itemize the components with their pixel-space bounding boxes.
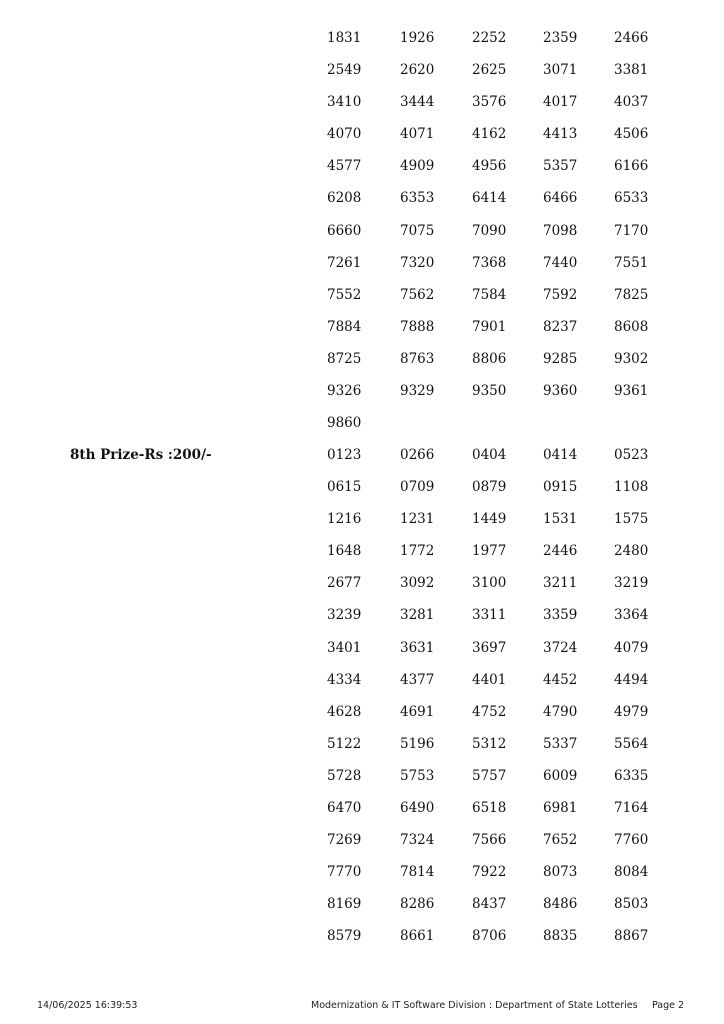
- ticket-number: 7090: [472, 222, 507, 239]
- ticket-number: 2359: [543, 30, 578, 46]
- ticket-number: 0879: [472, 479, 507, 496]
- ticket-number: 6466: [543, 190, 578, 207]
- ticket-number: 8486: [543, 896, 578, 913]
- number-row: [327, 94, 687, 126]
- ticket-number: 7584: [472, 286, 507, 303]
- ticket-number: 7164: [614, 800, 649, 817]
- ticket-number: 2625: [472, 62, 507, 79]
- ticket-number: 0404: [472, 447, 507, 463]
- ticket-number: 8286: [400, 896, 435, 913]
- number-row: [327, 672, 687, 704]
- ticket-number: 9350: [472, 383, 507, 400]
- ticket-number: 7261: [327, 254, 362, 271]
- number-row: [327, 383, 687, 415]
- ticket-number: 4070: [327, 126, 362, 143]
- ticket-number: 4979: [614, 703, 649, 720]
- ticket-number: 1231: [400, 511, 435, 528]
- number-row: [327, 864, 687, 896]
- ticket-number: 7324: [400, 832, 435, 849]
- ticket-number: 8763: [400, 350, 435, 367]
- ticket-number: 0414: [543, 447, 578, 463]
- ticket-number: 4071: [400, 126, 435, 143]
- ticket-number: 0915: [543, 479, 578, 496]
- ticket-number: 7552: [327, 286, 362, 303]
- ticket-number: 8073: [543, 864, 578, 881]
- ticket-number: 3410: [327, 94, 362, 111]
- ticket-number: 4691: [400, 703, 435, 720]
- number-row: [327, 158, 687, 190]
- ticket-number: 8706: [472, 928, 507, 945]
- ticket-number: 2620: [400, 62, 435, 79]
- ticket-number: 0123: [327, 447, 362, 463]
- ticket-number: 3311: [472, 607, 507, 624]
- ticket-number: 3724: [543, 639, 578, 656]
- ticket-number: 6660: [327, 222, 362, 239]
- ticket-number: 6353: [400, 190, 435, 207]
- ticket-number: 6208: [327, 190, 362, 207]
- ticket-number: 7825: [614, 286, 649, 303]
- ticket-number: 6490: [400, 800, 435, 817]
- ticket-number: 7440: [543, 254, 578, 271]
- ticket-number: 4037: [614, 94, 649, 111]
- ticket-number: 2677: [327, 575, 362, 592]
- ticket-number: 1977: [472, 543, 507, 560]
- ticket-number: 3364: [614, 607, 649, 624]
- number-row: [327, 543, 687, 575]
- number-row: [327, 768, 687, 800]
- ticket-number: 9285: [543, 350, 578, 367]
- ticket-number: 9326: [327, 383, 362, 400]
- ticket-number: 6009: [543, 767, 578, 784]
- ticket-number: 6335: [614, 767, 649, 784]
- ticket-number: 7320: [400, 254, 435, 271]
- print-timestamp: 14/06/2025 16:39:53: [37, 1000, 138, 1011]
- number-row: [327, 126, 687, 158]
- ticket-number: 4413: [543, 126, 578, 143]
- prize-number-grid: [327, 447, 687, 961]
- ticket-number: 1108: [614, 479, 649, 496]
- ticket-number: 8835: [543, 928, 578, 945]
- number-row: [327, 287, 687, 319]
- number-row: [327, 607, 687, 639]
- ticket-number: 3239: [327, 607, 362, 624]
- ticket-number: 2252: [472, 30, 507, 46]
- ticket-number: 7901: [472, 318, 507, 335]
- ticket-number: 7592: [543, 286, 578, 303]
- number-row: [327, 736, 687, 768]
- ticket-number: 2480: [614, 543, 649, 560]
- ticket-number: 8725: [327, 350, 362, 367]
- ticket-number: 3359: [543, 607, 578, 624]
- ticket-number: 5312: [472, 735, 507, 752]
- prize-label: 8th Prize-Rs :200/-: [70, 447, 212, 463]
- ticket-number: 5337: [543, 735, 578, 752]
- ticket-number: 4577: [327, 158, 362, 175]
- ticket-number: 7922: [472, 864, 507, 881]
- ticket-number: 4752: [472, 703, 507, 720]
- ticket-number: 4956: [472, 158, 507, 175]
- number-row: [327, 896, 687, 928]
- organization-name: Modernization & IT Software Division : Department of State Lotteries: [311, 1000, 638, 1011]
- number-row: [327, 640, 687, 672]
- ticket-number: 0523: [614, 447, 649, 463]
- ticket-number: 2466: [614, 30, 649, 46]
- ticket-number: 7170: [614, 222, 649, 239]
- ticket-number: 4628: [327, 703, 362, 720]
- ticket-number: 5753: [400, 767, 435, 784]
- ticket-number: 8661: [400, 928, 435, 945]
- number-row: [327, 351, 687, 383]
- ticket-number: 8084: [614, 864, 649, 881]
- ticket-number: 7770: [327, 864, 362, 881]
- ticket-number: 6518: [472, 800, 507, 817]
- number-row: [327, 319, 687, 351]
- number-row: [327, 479, 687, 511]
- ticket-number: 5564: [614, 735, 649, 752]
- ticket-number: 3401: [327, 639, 362, 656]
- ticket-number: 3211: [543, 575, 578, 592]
- ticket-number: 7562: [400, 286, 435, 303]
- ticket-number: 5757: [472, 767, 507, 784]
- ticket-number: 1531: [543, 511, 578, 528]
- ticket-number: 4334: [327, 671, 362, 688]
- number-row: [327, 255, 687, 287]
- ticket-number: 8503: [614, 896, 649, 913]
- ticket-number: 7888: [400, 318, 435, 335]
- ticket-number: 7814: [400, 864, 435, 881]
- ticket-number: 1926: [400, 30, 435, 46]
- ticket-number: 9360: [543, 383, 578, 400]
- ticket-number: 7551: [614, 254, 649, 271]
- ticket-number: 9361: [614, 383, 649, 400]
- number-row: [327, 30, 687, 62]
- page-footer: [0, 1000, 724, 1014]
- number-row: [327, 832, 687, 864]
- ticket-number: 9329: [400, 383, 435, 400]
- ticket-number: 3100: [472, 575, 507, 592]
- ticket-number: 8867: [614, 928, 649, 945]
- ticket-number: 8437: [472, 896, 507, 913]
- number-row: [327, 62, 687, 94]
- ticket-number: 8237: [543, 318, 578, 335]
- ticket-number: 7098: [543, 222, 578, 239]
- ticket-number: 6470: [327, 800, 362, 817]
- number-row: [327, 511, 687, 543]
- ticket-number: 3281: [400, 607, 435, 624]
- ticket-number: 5357: [543, 158, 578, 175]
- number-row: [327, 704, 687, 736]
- ticket-number: 4909: [400, 158, 435, 175]
- ticket-number: 7652: [543, 832, 578, 849]
- ticket-number: 8579: [327, 928, 362, 945]
- page-number: Page 2: [652, 1000, 685, 1011]
- number-row: [327, 190, 687, 222]
- ticket-number: 7884: [327, 318, 362, 335]
- ticket-number: 3631: [400, 639, 435, 656]
- ticket-number: 4401: [472, 671, 507, 688]
- ticket-number: 2446: [543, 543, 578, 560]
- ticket-number: 1575: [614, 511, 649, 528]
- ticket-number: 1831: [327, 30, 362, 46]
- ticket-number: 4162: [472, 126, 507, 143]
- ticket-number: 6166: [614, 158, 649, 175]
- ticket-number: 7566: [472, 832, 507, 849]
- number-row: [327, 415, 687, 447]
- ticket-number: 1648: [327, 543, 362, 560]
- ticket-number: 1449: [472, 511, 507, 528]
- ticket-number: 5196: [400, 735, 435, 752]
- ticket-number: 5122: [327, 735, 362, 752]
- ticket-number: 4494: [614, 671, 649, 688]
- ticket-number: 3444: [400, 94, 435, 111]
- ticket-number: 4452: [543, 671, 578, 688]
- ticket-number: 1216: [327, 511, 362, 528]
- ticket-number: 6414: [472, 190, 507, 207]
- ticket-number: 3092: [400, 575, 435, 592]
- ticket-number: 3697: [472, 639, 507, 656]
- ticket-number: 0266: [400, 447, 435, 463]
- ticket-number: 0615: [327, 479, 362, 496]
- ticket-number: 4377: [400, 671, 435, 688]
- ticket-number: 6533: [614, 190, 649, 207]
- ticket-number: 6981: [543, 800, 578, 817]
- ticket-number: 7760: [614, 832, 649, 849]
- ticket-number: 3219: [614, 575, 649, 592]
- ticket-number: 4790: [543, 703, 578, 720]
- ticket-number: 1772: [400, 543, 435, 560]
- number-row: [327, 223, 687, 255]
- ticket-number: 3381: [614, 62, 649, 79]
- ticket-number: 7075: [400, 222, 435, 239]
- ticket-number: 7368: [472, 254, 507, 271]
- ticket-number: 3071: [543, 62, 578, 79]
- ticket-number: 5728: [327, 767, 362, 784]
- ticket-number: 9860: [327, 415, 362, 432]
- ticket-number: 8169: [327, 896, 362, 913]
- ticket-number: 4079: [614, 639, 649, 656]
- ticket-number: 4017: [543, 94, 578, 111]
- ticket-number: 2549: [327, 62, 362, 79]
- ticket-number: 0709: [400, 479, 435, 496]
- ticket-number: 8806: [472, 350, 507, 367]
- ticket-number: 8608: [614, 318, 649, 335]
- ticket-number: 3576: [472, 94, 507, 111]
- ticket-number: 4506: [614, 126, 649, 143]
- ticket-number: 7269: [327, 832, 362, 849]
- number-row: [327, 447, 687, 479]
- ticket-number: 9302: [614, 350, 649, 367]
- number-row: [327, 575, 687, 607]
- number-row: [327, 928, 687, 960]
- number-row: [327, 800, 687, 832]
- prize-number-grid: [327, 30, 687, 447]
